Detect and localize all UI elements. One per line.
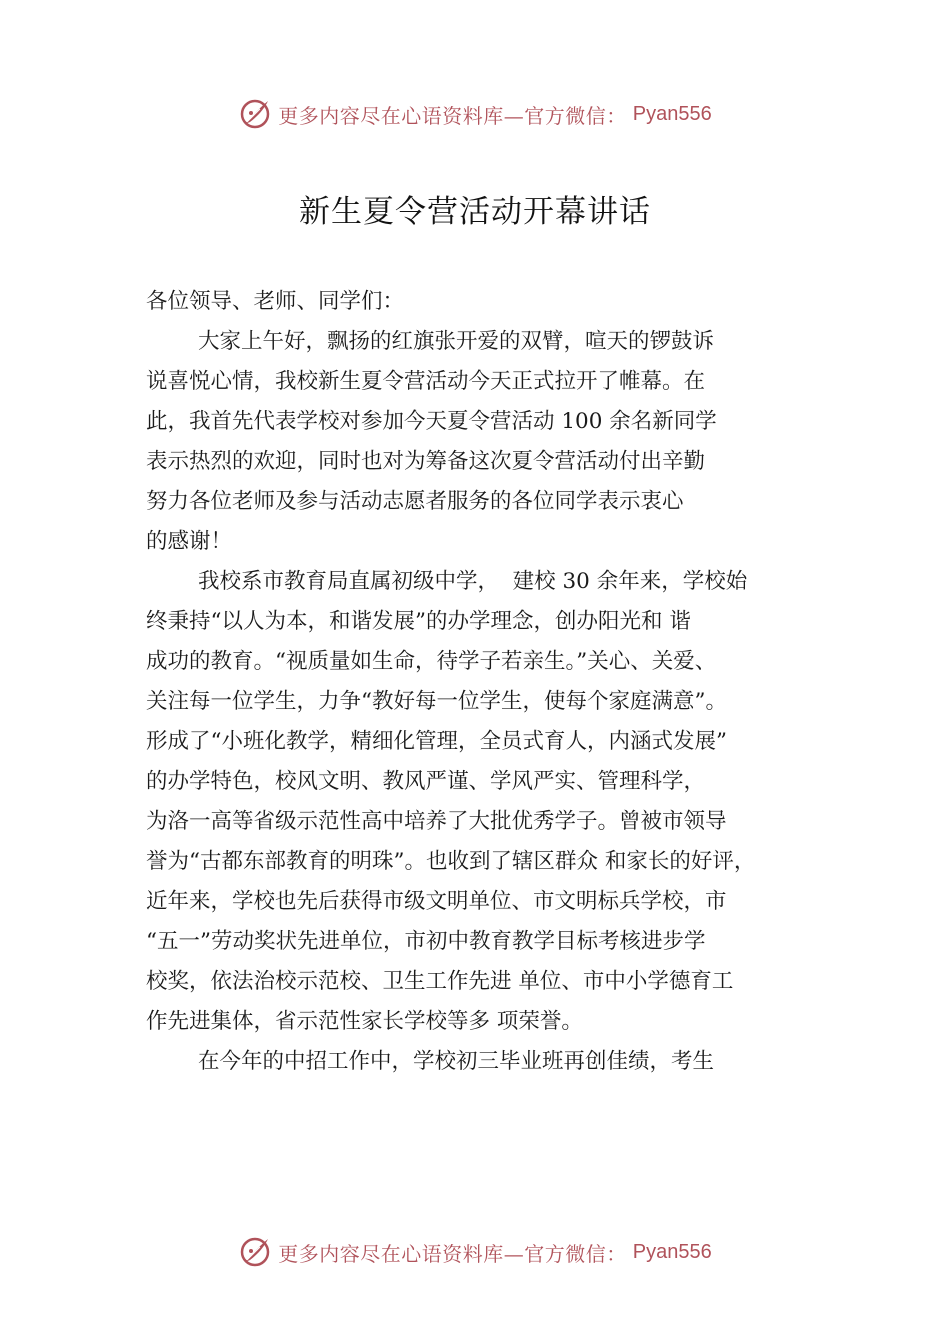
text-line: 的办学特色，校风文明、教风严谨、学风严实、管理科学， bbox=[146, 769, 706, 794]
header-banner bbox=[0, 94, 950, 134]
text-line: 作先进集体，省示范性家长学校等多 项荣誉。 bbox=[146, 1009, 583, 1034]
feather-quill-logo-icon bbox=[238, 1235, 272, 1269]
text-line: 近年来，学校也先后获得市级文明单位、市文明标兵学校，市 bbox=[146, 889, 727, 914]
text-line: 校奖，依法治校示范校、卫生工作先进 单位、市中小学德育工 bbox=[146, 969, 734, 994]
text-line: 成功的教育。“视质量如生命，待学子若亲生。”关心、关爱、 bbox=[146, 649, 717, 674]
text-line: 的感谢！ bbox=[146, 529, 233, 554]
text-line: 努力各位老师及参与活动志愿者服务的各位同学表示衷心 bbox=[146, 489, 684, 514]
document-body bbox=[146, 282, 846, 1082]
banner-text: 更多内容尽在心语资料库—官方微信： bbox=[278, 1241, 627, 1266]
text-line: “五一”劳动奖状先进单位，市初中教育教学目标考核进步学 bbox=[146, 929, 706, 954]
text-line: 誉为“古都东部教育的明珠”。也收到了辖区群众 和家长的好评， bbox=[146, 849, 756, 874]
text-line: 关注每一位学生，力争“教好每一位学生，使每个家庭满意”。 bbox=[146, 689, 727, 714]
text-line: 为洛一高等省级示范性高中培养了大批优秀学子。曾被市领导 bbox=[146, 809, 727, 834]
wechat-id: Pyan556 bbox=[632, 1240, 712, 1263]
text-line: 我校系市教育局直属初级中学， 建校 30 余年来，学校始 bbox=[198, 569, 748, 594]
text-line: 终秉持“以人为本，和谐发展”的办学理念，创办阳光和 谐 bbox=[146, 609, 691, 634]
banner-text: 更多内容尽在心语资料库—官方微信： bbox=[278, 103, 627, 128]
feather-quill-logo-icon bbox=[238, 97, 272, 131]
text-line: 表示热烈的欢迎，同时也对为筹备这次夏令营活动付出辛勤 bbox=[146, 449, 706, 474]
wechat-id: Pyan556 bbox=[632, 102, 712, 125]
text-line: 说喜悦心情，我校新生夏令营活动今天正式拉开了帷幕。在 bbox=[146, 369, 706, 394]
text-line: 形成了“小班化教学，精细化管理，全员式育人，内涵式发展” bbox=[146, 729, 727, 754]
footer-banner bbox=[0, 1232, 950, 1272]
salutation-line: 各位领导、老师、同学们： bbox=[146, 289, 405, 314]
text-line: 大家上午好，飘扬的红旗张开爱的双臂，喧天的锣鼓诉 bbox=[198, 329, 715, 354]
page-title: 新生夏令营活动开幕讲话 bbox=[299, 194, 651, 230]
text-line: 此，我首先代表学校对参加今天夏令营活动 100 余名新同学 bbox=[146, 409, 717, 434]
text-line: 在今年的中招工作中，学校初三毕业班再创佳绩，考生 bbox=[198, 1049, 715, 1074]
